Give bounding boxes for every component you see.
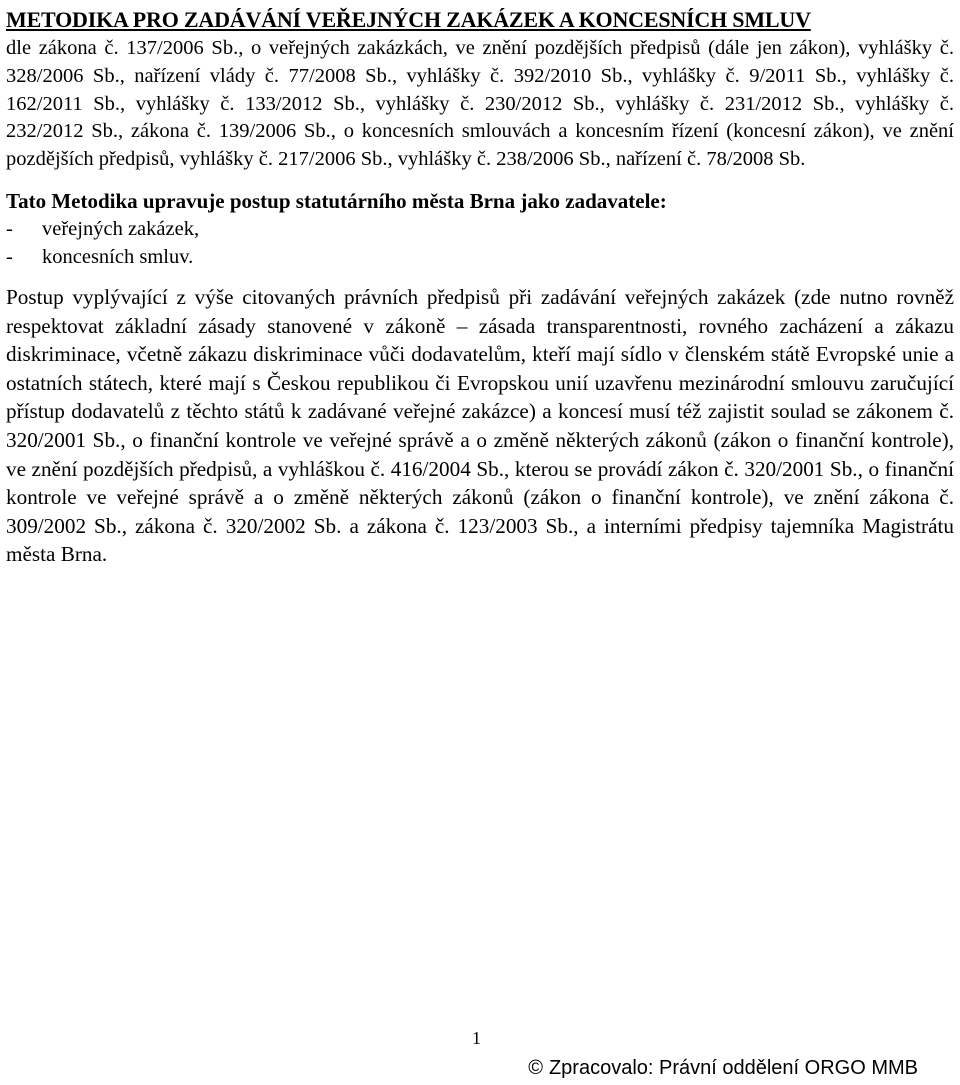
list-item-text: veřejných zakázek, — [42, 217, 200, 240]
document-page — [6, 0, 954, 569]
document-title: METODIKA PRO ZADÁVÁNÍ VEŘEJNÝCH ZAKÁZEK A KONCESNÍCH SMLUV — [6, 7, 811, 32]
procedure-paragraph: Postup vyplývající z výše citovaných právních předpisů při zadávání veřejných zakázek (zde nutno rovněž respektovat základní zásady stanovené v zákoně – zásada transparentnosti, rovného zacházení a zákazu diskriminace, včetně zákazu diskriminace vůči dodavatelům, kteří mají sídlo v členském státě Evropské unie a ostatních státech, které mají s Českou republikou či Evropskou unií uzavřenu mezinárodní smlouvu zaručující přístup dodavatelů z těchto států k zadávané veřejné zakázce) a koncesí musí též zajistit soulad se zákonem č. 320/2001 Sb., o finanční kontrole ve veřejné správě a o změně některých zákonů (zákon o finanční kontrole), ve znění pozdějších předpisů, a vyhláškou č. 416/2004 Sb., kterou se provádí zákon č. 320/2001 Sb., o finanční kontrole ve veřejné správě a o změně některých zákonů (zákon o finanční kontrole), ve znění zákona č. 309/2002 Sb., zákona č. 320/2002 Sb. a zákona č. 123/2003 Sb., a interními předpisy tajemníka Magistrátu města Brna. — [6, 284, 954, 567]
scope-list — [6, 215, 954, 271]
footer-credit-text: Zpracovalo: Právní oddělení ORGO MMB — [548, 1057, 918, 1079]
list-item-text: koncesních smluv. — [42, 245, 194, 268]
page-number: 1 — [472, 1028, 481, 1048]
list-dash: - — [6, 217, 13, 240]
footer-credit — [528, 1057, 918, 1080]
intro-paragraph: dle zákona č. 137/2006 Sb., o veřejných zakázkách, ve znění pozdějších předpisů (dále jen zákon), vyhlášky č. 328/2006 Sb., nařízení vlády č. 77/2008 Sb., vyhlášky č. 392/2010 Sb., vyhlášky č. 9/2011 Sb., vyhlášky č. 162/2011 Sb., vyhlášky č. 133/2012 Sb., vyhlášky č. 230/2012 Sb., vyhlášky č. 231/2012 Sb., vyhlášky č. 232/2012 Sb., zákona č. 139/2006 Sb., o koncesních smlouvách a koncesním řízení (koncesní zákon), ve znění pozdějších předpisů, vyhlášky č. 217/2006 Sb., vyhlášky č. 238/2006 Sb., nařízení č. 78/2008 Sb. — [6, 37, 954, 171]
list-item — [6, 215, 954, 243]
list-dash: - — [6, 245, 13, 268]
copyright-icon: © — [528, 1057, 543, 1079]
list-item — [6, 243, 954, 271]
scope-heading: Tato Metodika upravuje postup statutárního města Brna jako zadavatele: — [6, 188, 667, 213]
